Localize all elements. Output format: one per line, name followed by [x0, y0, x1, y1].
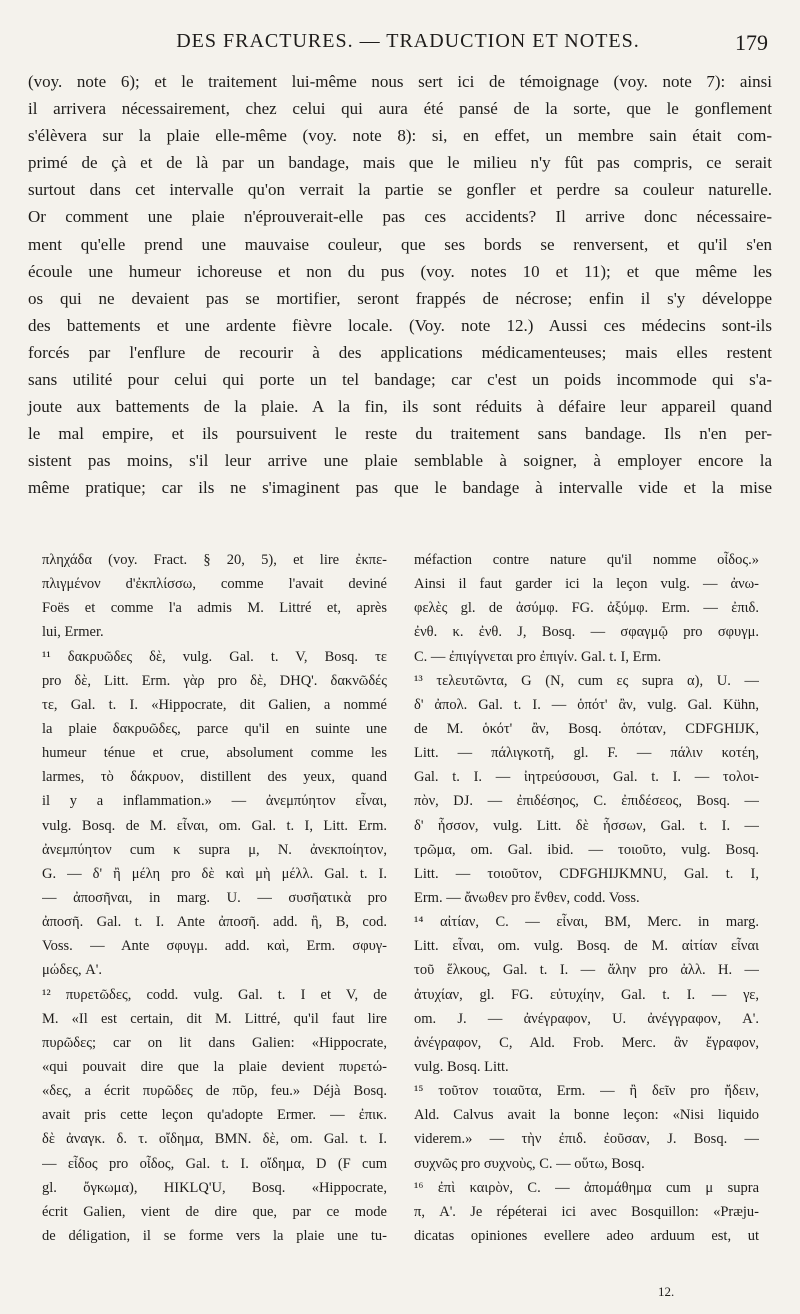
text-line: δ' ἀπολ. Gal. t. I. — ὁπότ' ἂν, vulg. Gal. Kühn, — [414, 696, 759, 713]
text-line: — εἶδος pro οἶδος, Gal. t. I. οἴδημα, D (F cum — [42, 1155, 387, 1172]
text-line: de M. ὁκότ' ἂν, Bosq. ὁπόταν, CDFGHIJK, — [414, 720, 759, 737]
text-line: il y a inflammation.» — ἀνεμπύητον εἶναι, — [42, 793, 387, 810]
text-line: φελὲς gl. de ἀσύμφ. FG. ἀξύμφ. Erm. — ἐπιδ. — [414, 600, 759, 617]
text-line: méfaction contre nature qu'il nomme οἶδος.» — [414, 552, 759, 568]
text-line: écrit Galien, vient de dire que, par ce mode — [42, 1203, 387, 1220]
text-line: Ald. Calvus avait la bonne leçon: «Nisi liquido — [414, 1107, 759, 1124]
text-line: ¹⁶ ἐπὶ καιρὸν, C. — ἀπομάθημα cum μ supra — [414, 1179, 759, 1196]
text-line: il arrivera nécessairement, chez celui qui aura été pansé de la sorte, que le gonflement — [28, 99, 772, 119]
footnotes-right-column — [414, 548, 759, 1248]
text-line: G. — δ' ἢ μέλη pro δὲ καὶ μὴ μέλλ. Gal. t. I. — [42, 865, 387, 882]
text-line: — ἀποσῆναι, in marg. U. — συσῆατικὰ pro — [42, 889, 387, 906]
text-line: «δες, a écrit πυρῶδες de πῦρ, feu.» Déjà Bosq. — [42, 1083, 387, 1100]
text-line: Or comment une plaie n'éprouverait-elle pas ces accidents? Il arrive donc nécessaire- — [28, 207, 772, 227]
text-line: Foës et comme l'a admis M. Littré et, après — [42, 600, 387, 617]
text-line: ἀτυχίαν, gl. FG. εὐτυχίην, Gal. t. I. — γε, — [414, 986, 759, 1003]
text-line: larmes, τὸ δάκρυον, distillent des yeux, quand — [42, 769, 387, 786]
text-line: écoule une humeur ichoreuse et non du pus (voy. notes 10 et 11); et que même les — [28, 261, 772, 281]
text-line: Litt. — τοιοῦτον, CDFGHIJKMNU, Gal. t. I, — [414, 865, 759, 882]
text-line: τε, Gal. t. I. «Hippocrate, dit Galien, a nommé — [42, 696, 387, 713]
text-line: surtout dans cet intervalle qu'on verrait la partie se gonfler et perdre sa couleur naturelle. — [28, 180, 772, 200]
text-line: vulg. Bosq. de M. εἶναι, om. Gal. t. I, Litt. Erm. — [42, 817, 387, 834]
text-line: δὲ ἀναγκ. δ. τ. οἴδημα, BMN. δὲ, om. Gal. t. I. — [42, 1131, 387, 1148]
text-line: Erm. — ἄνωθεν pro ἔνθεν, codd. Voss. — [414, 889, 640, 906]
footnotes-left-column — [42, 548, 387, 1248]
text-line: humeur ténue et crue, absolument comme les — [42, 745, 387, 762]
text-line: gl. ὄγκωμα), HIKLQ'U, Bosq. «Hippocrate, — [42, 1179, 387, 1196]
page-header — [28, 30, 772, 60]
text-line: ment qu'elle prend une mauvaise couleur, que ses bords se renversent, et qu'il s'en — [28, 234, 772, 254]
text-line: (voy. note 6); et le traitement lui-même nous sert ici de témoignage (voy. note 7): ainsi — [28, 72, 772, 91]
text-line: s'élèvera sur la plaie elle-même (voy. note 8): si, en effet, un membre sain était com- — [28, 126, 772, 146]
text-line: M. «Il est certain, dit M. Littré, qu'il faut lire — [42, 1010, 387, 1027]
text-line: πληχάδα (voy. Fract. § 20, 5), et lire ἐκπε- — [42, 552, 387, 568]
text-line: forcés par l'enflure de recourir à des applications médicamenteuses; mais elles restent — [28, 342, 772, 362]
text-line: dicatas opiniones evellere adeo arduum est, ut — [414, 1227, 759, 1244]
text-line: même pratique; car ils ne s'imaginent pas que le bandage à intervalle vide et la mise — [28, 478, 772, 498]
text-line: os qui ne devaient pas se mortifier, seront frappés de nécrose; enfin il s'y développe — [28, 288, 772, 308]
text-line: Litt. — πάλιγκοτῆ, gl. F. — πάλιν κοτέη, — [414, 745, 759, 762]
main-text — [28, 68, 772, 502]
signature-mark: 12. — [658, 1284, 675, 1299]
text-line: vulg. Bosq. Litt. — [414, 1058, 509, 1075]
text-line: joute aux battements de la plaie. A la fin, ils sont réduits à défaire leur appareil quand — [28, 397, 772, 417]
text-line: sans utilité pour celui qui porte un tel bandage; car c'est un poids incommode qui s'a- — [28, 370, 772, 390]
text-line: πὸν, DJ. — ἐπιδέσηος, C. ἐπιδέσεος, Bosq. — — [414, 793, 759, 810]
text-line: de déligation, il se forme vers la plaie une tu- — [42, 1227, 387, 1244]
text-line: πυρῶδες; car on lit dans Galien: «Hippocrate, — [42, 1034, 387, 1051]
text-line: «qui pouvait dire que la plaie devient πυρετώ- — [42, 1058, 387, 1075]
text-line: Litt. εἶναι, om. vulg. Bosq. de M. αἰτίαν εἶναι — [414, 938, 759, 955]
text-line: ἀνεμπύητον cum κ supra μ, N. ἀνεκποίητον, — [42, 841, 387, 858]
text-line: ἀποσῆ. Gal. t. I. Ante ἀποσῆ. add. ἢ, B, cod. — [42, 914, 387, 931]
text-line: ¹⁵ τοῦτον τοιαῦτα, Erm. — ἢ δεῖν pro ἤδειν, — [414, 1083, 759, 1100]
text-line: des battements et une ardente fièvre locale. (Voy. note 12.) Aussi ces médecins sont-ils — [28, 315, 772, 335]
text-line: πλιγμένον d'ἐκπλίσσω, comme l'avait deviné — [42, 576, 387, 593]
text-line: lui, Ermer. — [42, 624, 104, 641]
text-line: pro δὲ, Litt. Erm. γὰρ pro δὲ, DHQ'. δακνῶδές — [42, 672, 387, 689]
text-line: ¹⁴ αἰτίαν, C. — εἶναι, BM, Merc. in marg. — [414, 914, 759, 931]
text-line: avait pris cette leçon qu'adopte Ermer. — ἐπικ. — [42, 1107, 387, 1124]
text-line: μώδες, A'. — [42, 962, 102, 979]
text-line: C. — ἐπιγίγνεται pro ἐπιγίν. Gal. t. I, Erm. — [414, 648, 662, 665]
text-line: ¹¹ δακρυῶδες δὲ, vulg. Gal. t. V, Bosq. τε — [42, 648, 387, 665]
page-number: 179 — [735, 30, 768, 55]
text-line: le mal empire, et ils poursuivent le reste du traitement sans bandage. Ils n'en per- — [28, 424, 772, 444]
text-line: om. J. — ἀνέγραφον, U. ἀνέγγραφον, A'. — [414, 1010, 759, 1027]
text-line: primé de çà et de là par un bandage, mais que le milieu n'y fût pas compris, ce serait — [28, 153, 772, 173]
text-line: sistent pas moins, s'il leur arrive une plaie semblable à soigner, à employer encore la — [28, 451, 772, 471]
text-line: συχνῶς pro συχνοὺς, C. — οὕτω, Bosq. — [414, 1155, 645, 1172]
text-line: Ainsi il faut garder ici la leçon vulg. — ἀνω- — [414, 576, 759, 593]
text-line: τοῦ ἕλκους, Gal. t. I. — ἄλην pro ἀλλ. H. — — [414, 962, 759, 979]
text-line: ἐνθ. κ. ἐνθ. J, Bosq. — σφαγμῷ pro σφυγμ. — [414, 624, 759, 641]
text-line: ¹³ τελευτῶντα, G (N, cum ες supra α), U. — — [414, 672, 759, 689]
text-line: viderem.» — τὴν ἐπιδ. ἐοῦσαν, J. Bosq. — — [414, 1131, 759, 1148]
text-line: ¹² πυρετῶδες, codd. vulg. Gal. t. I et V, de — [42, 986, 387, 1003]
text-line: δ' ἧσσον, vulg. Litt. δὲ ἧσσων, Gal. t. I. — — [414, 817, 759, 834]
text-line: ἀνέγραφον, C, Ald. Frob. Merc. ἂν ἔγραφον, — [414, 1034, 759, 1051]
text-line: Gal. t. I. — ἰητρεύσουσι, Gal. t. I. — τολοι- — [414, 769, 759, 786]
text-line: π, A'. Je répéterai ici avec Bosquillon: «Præju- — [414, 1203, 759, 1220]
footnotes — [42, 548, 762, 1248]
text-line: la plaie δακρυῶδες, parce qu'il en suinte une — [42, 720, 387, 737]
text-line: τρῶμα, om. Gal. ibid. — τοιοῦτο, vulg. Bosq. — [414, 841, 759, 858]
running-title: DES FRACTURES. — TRADUCTION ET NOTES. — [176, 30, 640, 52]
text-line: Voss. — Ante σφυγμ. add. καὶ, Erm. σφυγ- — [42, 938, 387, 955]
